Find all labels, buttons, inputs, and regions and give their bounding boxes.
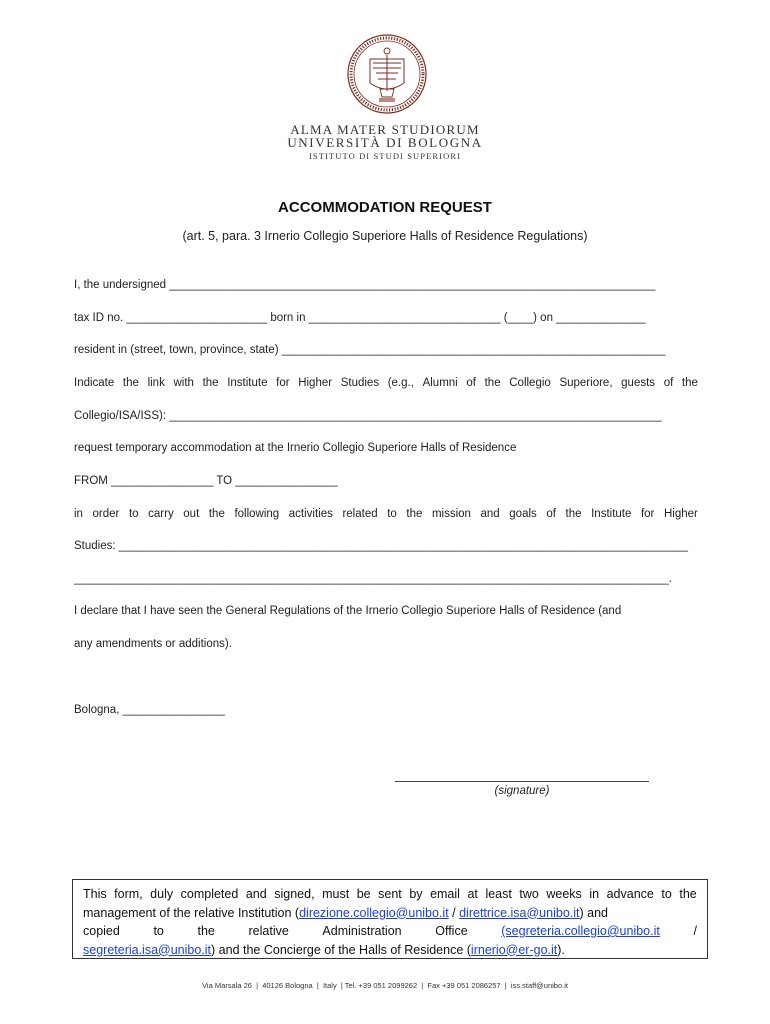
institution-name-line1: ALMA MATER STUDIORUM	[290, 122, 480, 137]
notice-word: and	[245, 887, 267, 901]
instruction-word: Higher	[298, 377, 333, 389]
notice-text: ).	[557, 942, 565, 957]
instruction-word: Superiore,	[559, 377, 613, 389]
instruction-word: of	[466, 377, 476, 389]
notice-word: be	[356, 887, 371, 901]
instruction-word: link	[147, 377, 165, 389]
tax-id-birth-field-line[interactable]: tax ID no. ______________________ born in ______________________________ (____) on ______________	[74, 312, 646, 324]
notice-word: at	[467, 887, 478, 901]
instruction-word: Indicate	[74, 377, 115, 389]
instruction-word: order	[92, 508, 120, 520]
signature-line[interactable]	[395, 773, 649, 782]
place-date-field[interactable]: Bologna, ________________	[74, 704, 225, 716]
notice-word: duly	[150, 887, 174, 901]
notice-word: the	[197, 924, 215, 938]
instruction-word: following	[234, 508, 280, 520]
email-link-segreteria-isa[interactable]: segreteria.isa@unibo.it	[83, 942, 212, 957]
notice-line4	[83, 941, 697, 960]
university-seal-logo	[340, 33, 434, 115]
request-statement: request temporary accommodation at the Irnerio Collegio Superiore Halls of Residence	[74, 442, 517, 454]
notice-slash: /	[693, 924, 697, 938]
instruction-word: (e.g.,	[387, 377, 414, 389]
email-link-irnerio[interactable]: irnerio@er-go.it	[470, 942, 558, 957]
notice-word: copied	[83, 924, 120, 938]
email-link-direttrice[interactable]: direttrice.isa@unibo.it	[459, 905, 580, 920]
email-link-direzione[interactable]: direzione.collegio@unibo.it	[299, 905, 449, 920]
notice-word: must	[322, 887, 350, 901]
instruction-word: of	[546, 508, 556, 520]
notice-word: least	[485, 887, 512, 901]
instruction-word: guests	[621, 377, 656, 389]
instruction-word: related	[342, 508, 378, 520]
notice-word: relative	[248, 924, 289, 938]
notice-word: to	[153, 924, 164, 938]
instruction-word: the	[122, 377, 139, 389]
instruction-word: Institute	[591, 508, 632, 520]
instruction-word: Alumni	[422, 377, 458, 389]
notice-word: by	[409, 887, 423, 901]
document-subtitle: (art. 5, para. 3 Irnerio Collegio Superiore Halls of Residence Regulations)	[182, 229, 588, 243]
institute-link-field-line[interactable]: Collegio/ISA/ISS): _____________________________________________________________________________	[74, 410, 662, 422]
residence-field-line[interactable]: resident in (street, town, province, state) ____________________________________________________________	[74, 344, 666, 356]
notice-text: ) and the Concierge of the Halls of Residence (	[211, 942, 471, 957]
notice-word: sent	[378, 887, 402, 901]
instruction-word: Institute	[227, 377, 268, 389]
instruction-word: the	[208, 508, 225, 520]
instruction-word: for	[276, 377, 290, 389]
instruction-word: the	[406, 508, 423, 520]
notice-line2	[83, 904, 697, 923]
instruction-word: with	[173, 377, 194, 389]
notice-word: email	[430, 887, 460, 901]
declaration-line2: any amendments or additions).	[74, 638, 232, 650]
submission-notice-box	[72, 879, 708, 959]
undersigned-field-line[interactable]: I, the undersigned ____________________________________________________________________________	[74, 279, 656, 291]
notice-text: management of the relative Institution (	[83, 905, 300, 920]
notice-word: form,	[114, 887, 143, 901]
declaration-line1: I declare that I have seen the General Regulations of the Irnerio Collegio Superiore Halls of Residence (and	[74, 605, 622, 617]
signature-label: (signature)	[494, 785, 550, 797]
instruction-word: goals	[509, 508, 537, 520]
email-link-segreteria-collegio[interactable]: (segreteria.collegio@unibo.it	[501, 924, 660, 938]
notice-word: This	[83, 887, 107, 901]
instruction-word: out	[183, 508, 200, 520]
activities-field-line-2[interactable]: _____________________________________________________________________________________________.	[74, 573, 672, 585]
document-title: ACCOMMODATION REQUEST	[278, 199, 492, 216]
instruction-word: and	[480, 508, 500, 520]
activities-instruction	[74, 508, 698, 520]
notice-word: completed	[180, 887, 239, 901]
instruction-word: for	[640, 508, 655, 520]
notice-word: in	[589, 887, 600, 901]
instruction-word: activities	[288, 508, 333, 520]
institution-name-line3: ISTITUTO DI STUDI SUPERIORI	[308, 151, 462, 161]
instruction-word: the	[202, 377, 219, 389]
instruction-word: the	[484, 377, 501, 389]
instruction-word: Higher	[663, 508, 698, 520]
notice-word: signed,	[274, 887, 315, 901]
notice-word: advance	[606, 887, 654, 901]
activities-field-line[interactable]: Studies: _________________________________________________________________________________________	[74, 540, 688, 552]
institute-link-instruction	[74, 377, 698, 389]
notice-word: Administration	[322, 924, 402, 938]
notice-word: the	[679, 887, 697, 901]
instruction-word: Collegio	[509, 377, 551, 389]
instruction-word: to	[387, 508, 397, 520]
instruction-word: Studies	[340, 377, 380, 389]
notice-word: two	[519, 887, 539, 901]
instruction-word: carry	[148, 508, 174, 520]
instruction-word: in	[74, 508, 83, 520]
notice-word: Office	[435, 924, 468, 938]
instruction-word: mission	[431, 508, 471, 520]
date-range-field-line[interactable]: FROM ________________ TO ________________	[74, 475, 338, 487]
footer-contact-info: Via Marsala 26 | 40126 Bologna | Italy | Tel. +39 051 2099262 | Fax +39 051 2086257 | iss.staff@unibo.it	[202, 981, 568, 990]
notice-line1	[83, 885, 697, 904]
instruction-word: the	[565, 508, 582, 520]
instruction-word: the	[681, 377, 698, 389]
instruction-word: of	[663, 377, 674, 389]
notice-line3	[83, 922, 697, 941]
instruction-word: to	[128, 508, 139, 520]
notice-text: ) and	[579, 905, 608, 920]
institution-name-line2: UNIVERSITÀ DI BOLOGNA	[287, 135, 483, 150]
notice-word: weeks	[546, 887, 582, 901]
notice-text: /	[448, 905, 460, 920]
notice-word: to	[661, 887, 672, 901]
